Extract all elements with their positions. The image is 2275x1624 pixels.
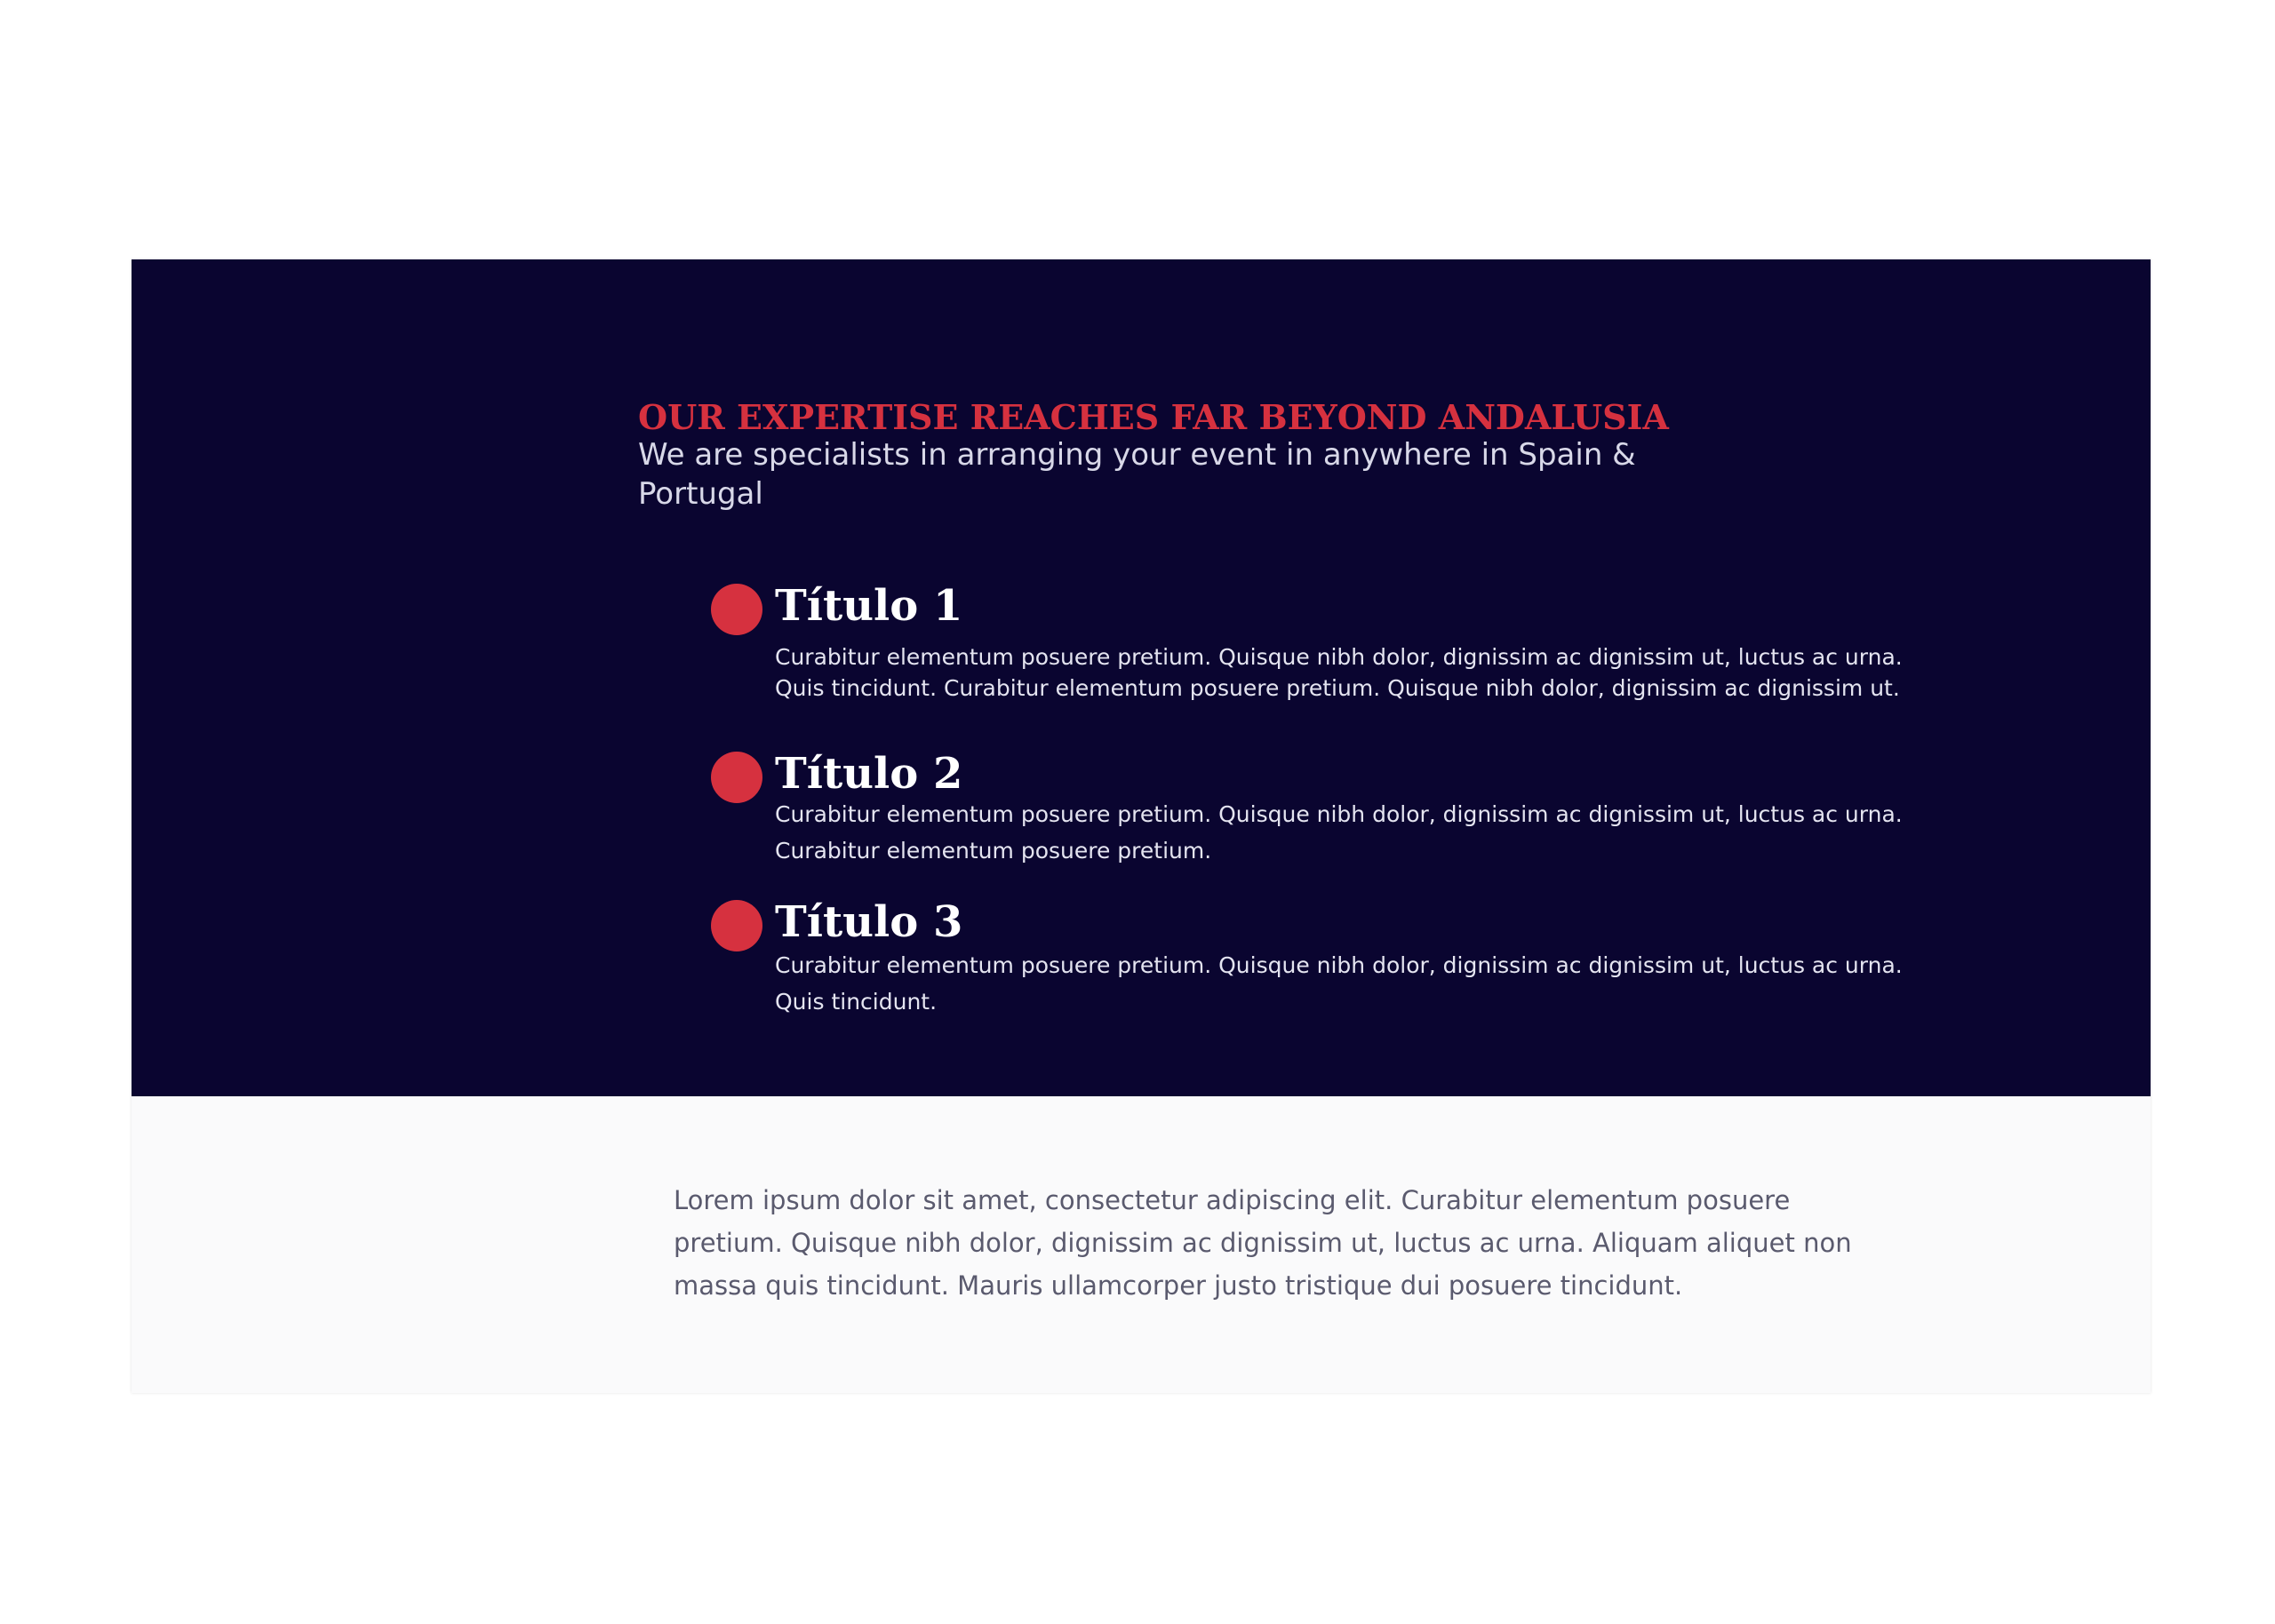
feature-title-1: Título 1 [775, 581, 963, 631]
content-card [132, 259, 2151, 1393]
feature-title-2: Título 2 [775, 749, 963, 799]
footer-section [132, 1096, 2151, 1393]
hero-title: OUR EXPERTISE REACHES FAR BEYOND ANDALUSIA [638, 397, 1669, 437]
feature-title-3: Título 3 [775, 897, 963, 947]
feature-text-3: Curabitur elementum posuere pretium. Quisque nibh dolor, dignissim ac dignissim ut, luctus ac urna. Quis tincidunt. [775, 952, 1903, 1015]
bullet-dot-icon [711, 752, 762, 803]
hero-subtitle: We are specialists in arranging your event in anywhere in Spain & Portugal [638, 437, 1636, 512]
bullet-dot-icon [711, 584, 762, 635]
hero-section [132, 259, 2151, 1096]
footer-paragraph: Lorem ipsum dolor sit amet, consectetur adipiscing elit. Curabitur elementum posuere pretium. Quisque nibh dolor, dignissim ac dignissim ut, luctus ac urna. Aliquam aliquet non massa quis tincidunt. Mauris ullamcorper justo tristique dui posuere tincidunt. [674, 1185, 1852, 1301]
feature-text-2: Curabitur elementum posuere pretium. Quisque nibh dolor, dignissim ac dignissim ut, luctus ac urna. Curabitur elementum posuere pretium. [775, 801, 1903, 864]
feature-text-1: Curabitur elementum posuere pretium. Quisque nibh dolor, dignissim ac dignissim ut, luctus ac urna. Quis tincidunt. Curabitur elementum posuere pretium. Quisque nibh dolor, dignissim ac dignissim ut. [775, 644, 1903, 701]
bullet-dot-icon [711, 900, 762, 951]
